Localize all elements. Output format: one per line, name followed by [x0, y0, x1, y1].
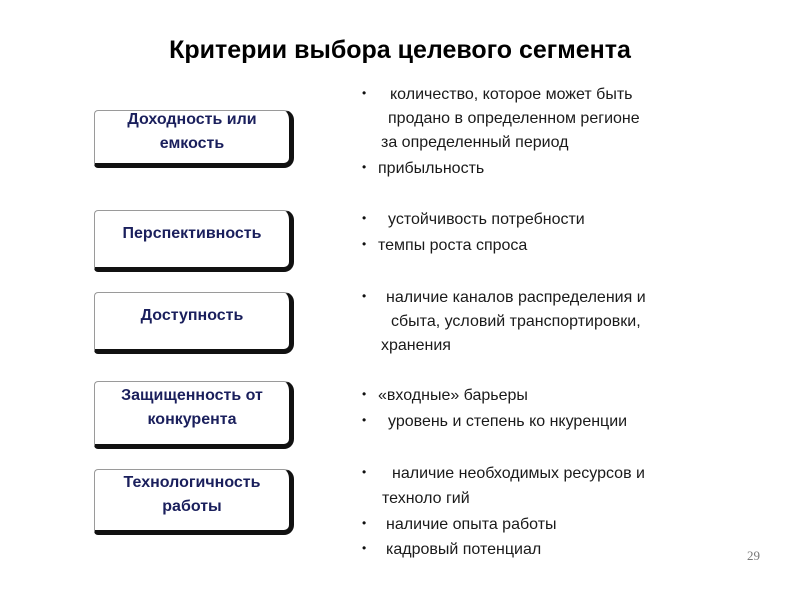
bullet-icon: •	[362, 211, 367, 225]
bullet-icon: •	[362, 289, 367, 303]
detail-line: наличие опыта работы	[386, 516, 557, 533]
bullet-icon: •	[362, 86, 367, 100]
detail-line: за определенный период	[381, 134, 569, 151]
detail-line: продано в определенном регионе	[388, 110, 640, 127]
criterion-box-protection	[94, 381, 294, 449]
detail-line: «входные» барьеры	[378, 387, 528, 404]
criterion-label: Перспективность	[122, 225, 262, 242]
criterion-box-profitability	[94, 110, 294, 168]
criterion-box-prospects	[94, 210, 294, 272]
criterion-box-accessibility	[94, 292, 294, 354]
detail-line: хранения	[381, 337, 451, 354]
bullet-icon: •	[362, 465, 367, 479]
criterion-label: Доступность	[140, 307, 244, 324]
detail-line: техноло гий	[382, 490, 470, 507]
detail-line: наличие каналов распределения и	[386, 289, 646, 306]
criterion-label: Защищенность от конкурента	[121, 387, 263, 428]
detail-line: устойчивость потребности	[388, 211, 585, 228]
detail-line: сбыта, условий транспортировки,	[391, 313, 641, 330]
bullet-icon: •	[362, 516, 367, 530]
detail-line: уровень и степень ко нкуренции	[388, 413, 628, 430]
criterion-label: Доходность или емкость	[127, 111, 257, 152]
detail-line: количество, которое может быть	[390, 86, 633, 103]
bullet-icon: •	[362, 237, 367, 251]
detail-line: темпы роста спроса	[378, 237, 528, 254]
detail-line: кадровый потенциал	[386, 541, 542, 558]
bullet-icon: •	[362, 387, 367, 401]
page-number: 29	[747, 548, 760, 563]
detail-line: прибыльность	[378, 160, 485, 177]
detail-line: наличие необходимых ресурсов и	[392, 465, 645, 482]
bullet-icon: •	[362, 160, 367, 174]
criterion-box-technology	[94, 469, 294, 535]
slide-title: Критерии выбора целевого сегмента	[169, 36, 631, 64]
bullet-icon: •	[362, 413, 367, 427]
criterion-label: Технологичность работы	[123, 474, 261, 515]
bullet-icon: •	[362, 541, 367, 555]
